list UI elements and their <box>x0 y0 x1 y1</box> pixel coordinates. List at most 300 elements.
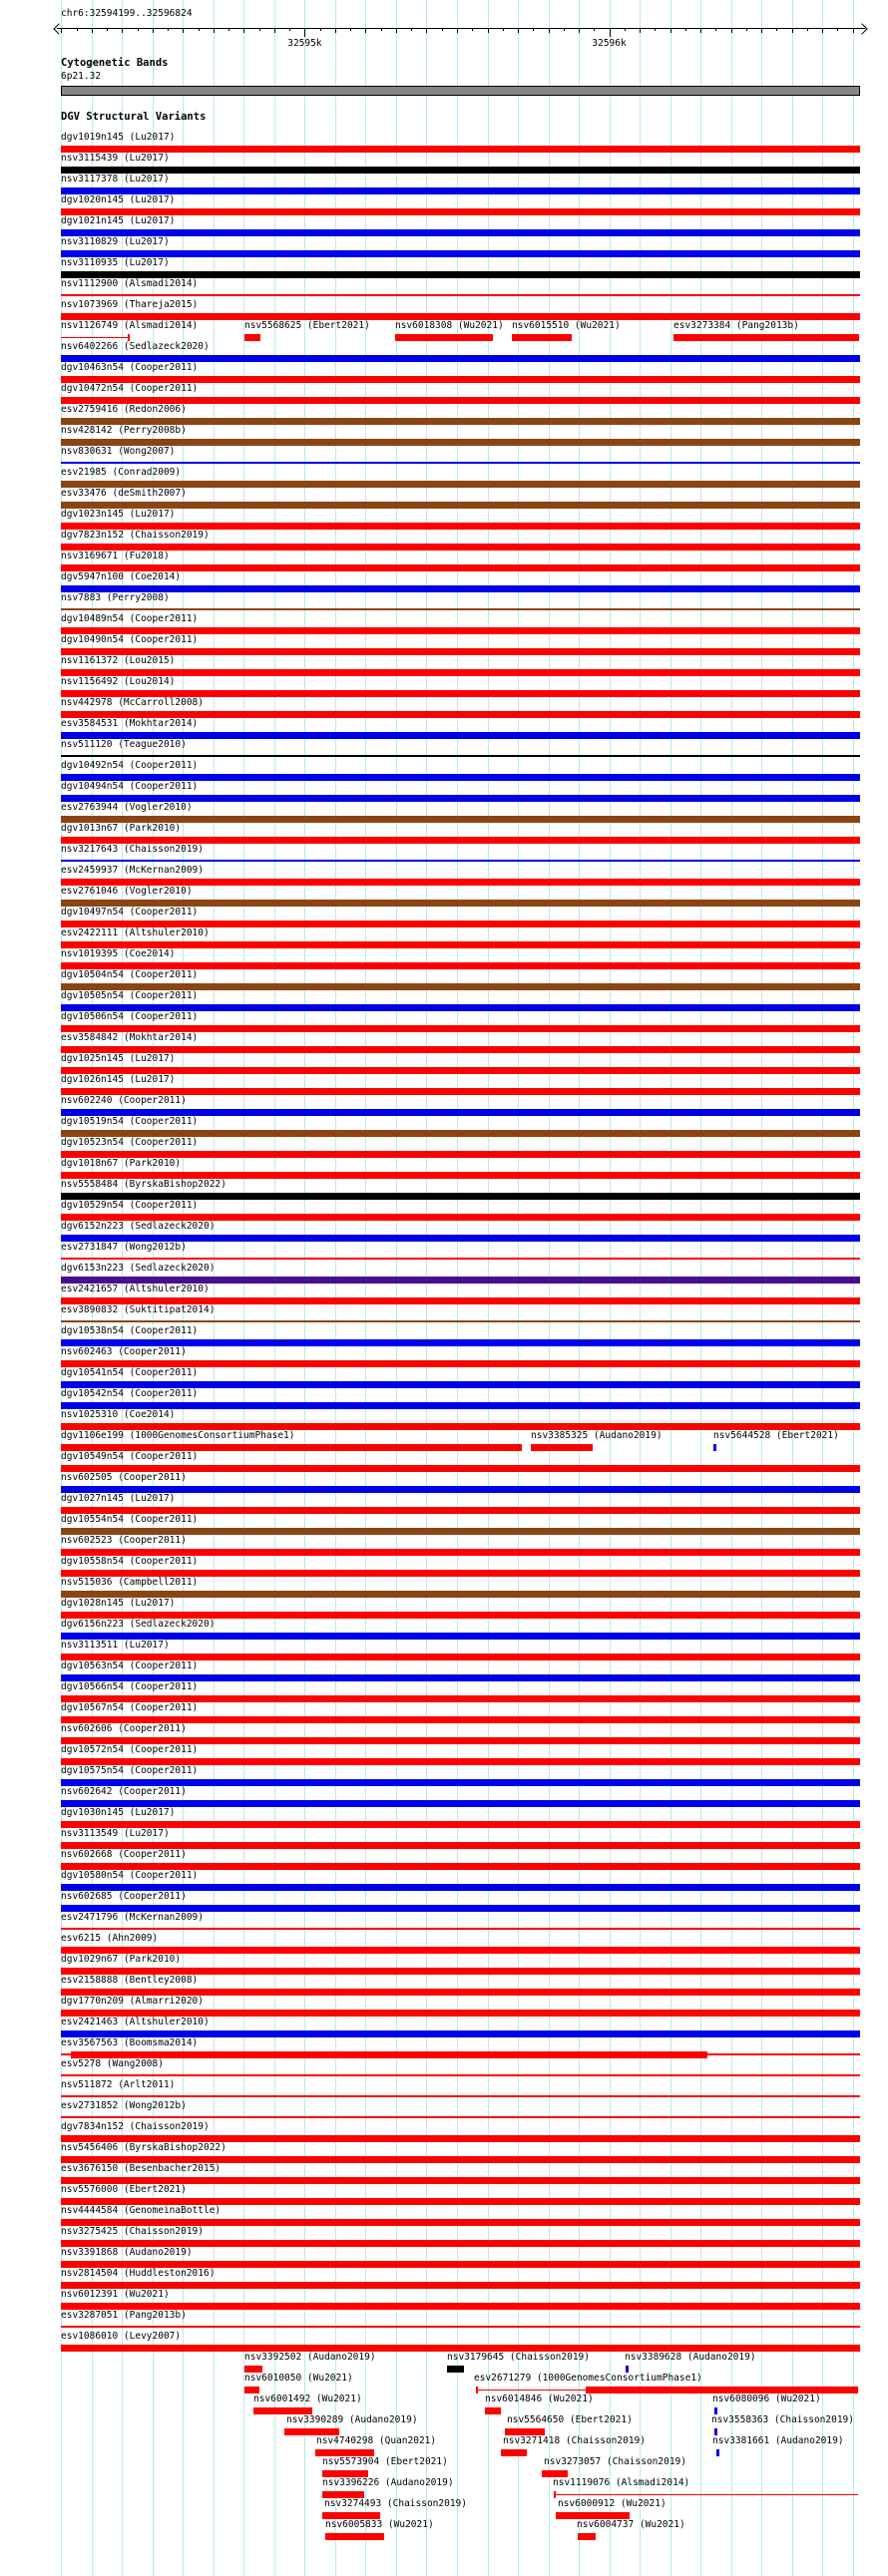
variant-bar[interactable] <box>61 1863 860 1870</box>
variant-label[interactable]: nsv4740298 (Quan2021) <box>316 2435 437 2446</box>
variant-thin-bar[interactable] <box>61 755 860 757</box>
variant-bar[interactable] <box>61 1046 860 1053</box>
variant-label[interactable]: dgv10463n54 (Cooper2011) <box>61 362 199 373</box>
variant-label[interactable]: nsv5576000 (Ebert2021) <box>61 2184 187 2195</box>
variant-label[interactable]: nsv6004737 (Wu2021) <box>577 2519 685 2530</box>
variant-label[interactable]: dgv10497n54 (Cooper2011) <box>61 907 199 918</box>
variant-label[interactable]: nsv3274493 (Chaisson2019) <box>324 2498 467 2509</box>
variant-bar[interactable] <box>61 1654 860 1660</box>
variant-label[interactable]: nsv515036 (Campbell2011) <box>61 1577 199 1588</box>
ruler-tick <box>472 28 473 31</box>
variant-bar[interactable] <box>61 1989 860 1996</box>
variant-label[interactable]: esv2761046 (Vogler2010) <box>61 886 193 897</box>
variant-bar[interactable] <box>61 795 860 802</box>
ruler-tick <box>853 28 854 33</box>
variant-label[interactable]: nsv602463 (Cooper2011) <box>61 1346 187 1357</box>
ruler-tick <box>107 28 108 31</box>
variant-label[interactable]: esv6215 (Ahn2009) <box>61 1933 159 1944</box>
variant-label[interactable]: dgv1026n145 (Lu2017) <box>61 1074 176 1085</box>
variant-bar[interactable] <box>61 585 860 592</box>
variant-bar[interactable] <box>61 313 860 320</box>
variant-bar[interactable] <box>61 1151 860 1158</box>
variant-bar[interactable] <box>556 2512 630 2519</box>
variant-bar[interactable] <box>61 648 860 655</box>
variant-bar[interactable] <box>315 2449 374 2456</box>
variant-bar[interactable] <box>542 2470 568 2477</box>
variant-bar[interactable] <box>61 187 860 194</box>
variant-bar[interactable] <box>61 564 860 571</box>
variant-label[interactable]: nsv5644528 (Ebert2021) <box>713 1430 839 1441</box>
variant-bar[interactable] <box>501 2449 527 2456</box>
variant-bar[interactable] <box>61 941 860 948</box>
variant-label[interactable]: esv2421463 (Altshuler2010) <box>61 2017 210 2027</box>
variant-label[interactable]: nsv1073969 (Thareja2015) <box>61 299 199 310</box>
variant-bar[interactable] <box>61 1612 860 1619</box>
variant-bar[interactable] <box>61 1381 860 1388</box>
variant-label[interactable]: nsv1161372 (Lou2015) <box>61 655 176 666</box>
variant-bar[interactable] <box>61 1130 860 1137</box>
variant-label[interactable]: nsv3217643 (Chaisson2019) <box>61 844 204 855</box>
variant-bar[interactable] <box>61 502 860 509</box>
variant-bar[interactable] <box>61 1088 860 1095</box>
variant-bar[interactable] <box>716 2449 719 2456</box>
variant-bar[interactable] <box>61 2303 860 2310</box>
variant-label[interactable]: dgv10472n54 (Cooper2011) <box>61 383 199 394</box>
variant-bar[interactable] <box>61 669 860 676</box>
ruler-tick <box>533 28 534 31</box>
variant-bar[interactable] <box>61 2261 860 2268</box>
variant-bar[interactable] <box>61 2240 860 2247</box>
variant-bar[interactable] <box>244 2366 262 2373</box>
variant-bar[interactable] <box>61 2282 860 2289</box>
variant-bar[interactable] <box>61 1947 860 1954</box>
variant-bar[interactable] <box>61 397 860 404</box>
variant-label[interactable]: nsv6018308 (Wu2021) <box>395 320 504 331</box>
variant-label[interactable]: nsv4444584 (GenomeinaBottle) <box>61 2205 222 2216</box>
variant-label[interactable]: dgv10542n54 (Cooper2011) <box>61 1388 199 1399</box>
variant-bar[interactable] <box>61 879 860 886</box>
variant-label[interactable]: nsv1019395 (Coe2014) <box>61 948 176 959</box>
variant-thin-bar[interactable] <box>61 1258 860 1260</box>
variant-label[interactable]: dgv10490n54 (Cooper2011) <box>61 634 199 645</box>
variant-bar[interactable] <box>244 334 260 341</box>
variant-bar[interactable] <box>61 1674 860 1681</box>
variant-line[interactable] <box>554 2494 858 2495</box>
variant-bar[interactable] <box>395 334 493 341</box>
variant-label[interactable]: nsv602685 (Cooper2011) <box>61 1891 187 1902</box>
variant-label[interactable]: dgv10572n54 (Cooper2011) <box>61 1744 199 1755</box>
variant-bar[interactable] <box>61 1549 860 1556</box>
variant-label[interactable]: esv3287051 (Pang2013b) <box>61 2310 187 2321</box>
variant-label[interactable]: nsv3113549 (Lu2017) <box>61 1828 170 1839</box>
variant-label[interactable]: esv3273384 (Pang2013b) <box>673 320 799 331</box>
variant-label[interactable]: nsv1156492 (Lou2014) <box>61 676 176 687</box>
variant-label[interactable]: nsv6000912 (Wu2021) <box>558 2498 666 2509</box>
variant-label[interactable]: dgv7823n152 (Chaisson2019) <box>61 530 210 541</box>
variant-label[interactable]: dgv10494n54 (Cooper2011) <box>61 781 199 792</box>
variant-label[interactable]: esv2471796 (McKernan2009) <box>61 1912 204 1923</box>
variant-bar[interactable] <box>61 711 860 718</box>
variant-bar[interactable] <box>61 271 860 278</box>
variant-bar[interactable] <box>61 481 860 488</box>
variant-bar[interactable] <box>61 1758 860 1765</box>
variant-bar[interactable] <box>61 1109 860 1116</box>
ruler-tick <box>426 28 427 33</box>
variant-thin-bar[interactable] <box>61 2116 860 2118</box>
variant-bar[interactable] <box>61 1800 860 1807</box>
variant-thin-bar[interactable] <box>61 1320 860 1322</box>
variant-label[interactable]: dgv6152n223 (Sedlazeck2020) <box>61 1221 216 1232</box>
variant-label[interactable]: nsv602505 (Cooper2011) <box>61 1472 187 1483</box>
variant-label[interactable]: dgv1019n145 (Lu2017) <box>61 132 176 143</box>
variant-label[interactable]: nsv3110935 (Lu2017) <box>61 257 170 268</box>
ruler-tick <box>761 28 762 33</box>
variant-bar[interactable] <box>61 1737 860 1744</box>
variant-thin-bar[interactable] <box>61 462 860 464</box>
variant-label[interactable]: esv3584531 (Mokhtar2014) <box>61 718 199 729</box>
variant-label[interactable]: nsv5568625 (Ebert2021) <box>244 320 370 331</box>
ruler-tick <box>700 28 701 33</box>
variant-bar[interactable] <box>61 1821 860 1828</box>
variant-label[interactable]: nsv3558363 (Chaisson2019) <box>711 2414 854 2425</box>
variant-bar[interactable] <box>61 2198 860 2205</box>
variant-bar[interactable] <box>61 229 860 236</box>
variant-label[interactable]: nsv602642 (Cooper2011) <box>61 1786 187 1797</box>
variant-bar[interactable] <box>61 900 860 907</box>
ruler-tick <box>304 28 305 37</box>
variant-bar[interactable] <box>61 1905 860 1912</box>
variant-label[interactable]: dgv10549n54 (Cooper2011) <box>61 1451 199 1462</box>
variant-bar[interactable] <box>61 774 860 781</box>
variant-bar[interactable] <box>61 1465 860 1472</box>
variant-label[interactable]: nsv5558484 (ByrskaBishop2022) <box>61 1179 226 1190</box>
variant-label[interactable]: nsv6005833 (Wu2021) <box>325 2519 434 2530</box>
variant-label[interactable]: nsv6001492 (Wu2021) <box>253 2393 362 2404</box>
variant-bar[interactable] <box>61 1507 860 1514</box>
variant-label[interactable]: nsv3389628 (Audano2019) <box>625 2352 756 2363</box>
variant-label[interactable]: dgv1770n209 (Almarri2020) <box>61 1996 204 2007</box>
variant-bar[interactable] <box>61 146 860 153</box>
variant-label[interactable]: dgv7834n152 (Chaisson2019) <box>61 2121 210 2132</box>
variant-bar[interactable] <box>61 355 860 362</box>
variant-bar[interactable] <box>61 1339 860 1346</box>
variant-bar[interactable] <box>714 2428 717 2435</box>
ruler-tick-label: 32596k <box>592 38 627 49</box>
variant-label[interactable]: esv2731852 (Wong2012b) <box>61 2100 187 2111</box>
ruler-tick <box>457 28 458 33</box>
variant-bar[interactable] <box>578 2533 596 2540</box>
ruler-tick <box>365 28 366 33</box>
variant-bar[interactable] <box>512 334 572 341</box>
variant-label[interactable]: dgv10541n54 (Cooper2011) <box>61 1367 199 1378</box>
variant-label[interactable]: dgv5947n100 (Coe2014) <box>61 571 182 582</box>
variant-label[interactable]: nsv3117378 (Lu2017) <box>61 174 170 184</box>
variant-label[interactable]: nsv830631 (Wong2007) <box>61 446 176 457</box>
variant-label[interactable]: nsv5456406 (ByrskaBishop2022) <box>61 2142 226 2153</box>
variant-bar[interactable] <box>61 1297 860 1304</box>
variant-label[interactable]: nsv1126749 (Alsmadi2014) <box>61 320 199 331</box>
variant-label[interactable]: esv2459937 (McKernan2009) <box>61 865 204 876</box>
variant-label[interactable]: nsv3115439 (Lu2017) <box>61 153 170 164</box>
variant-label[interactable]: dgv1013n67 (Park2010) <box>61 823 182 834</box>
variant-bar[interactable] <box>61 1444 522 1451</box>
ruler-tick <box>670 28 671 33</box>
variant-label[interactable]: nsv3113511 (Lu2017) <box>61 1640 170 1651</box>
variant-label[interactable]: dgv1021n145 (Lu2017) <box>61 215 176 226</box>
variant-label[interactable]: nsv428142 (Perry2008b) <box>61 425 187 436</box>
ruler-tick <box>503 28 504 31</box>
variant-label[interactable]: esv2422111 (Altshuler2010) <box>61 927 210 938</box>
variant-bar[interactable] <box>61 1277 860 1284</box>
variant-bar[interactable] <box>485 2407 501 2414</box>
variant-bar[interactable] <box>61 1193 860 1200</box>
gridline <box>243 0 244 2576</box>
variant-label[interactable]: esv3567563 (Boomsma2014) <box>61 2037 199 2048</box>
variant-bar[interactable] <box>61 1025 860 1032</box>
variant-label[interactable]: nsv602668 (Cooper2011) <box>61 1849 187 1860</box>
variant-label[interactable]: nsv602240 (Cooper2011) <box>61 1095 187 1106</box>
variant-label[interactable]: esv1086010 (Levy2007) <box>61 2331 182 2342</box>
variant-label[interactable]: dgv10529n54 (Cooper2011) <box>61 1200 199 1211</box>
variant-label[interactable]: nsv1025310 (Coe2014) <box>61 1409 176 1420</box>
variant-bar[interactable] <box>61 167 860 174</box>
variant-bar[interactable] <box>61 1884 860 1891</box>
variant-bar[interactable] <box>71 2051 707 2058</box>
variant-label[interactable]: esv3676150 (Besenbacher2015) <box>61 2163 222 2174</box>
variant-label[interactable]: nsv3273057 (Chaisson2019) <box>544 2456 686 2467</box>
variant-bar[interactable] <box>713 1444 716 1451</box>
variant-label[interactable]: dgv1030n145 (Lu2017) <box>61 1807 176 1818</box>
variant-label[interactable]: dgv1020n145 (Lu2017) <box>61 194 176 205</box>
variant-bar[interactable] <box>325 2533 384 2540</box>
variant-bar[interactable] <box>61 983 860 990</box>
variant-label[interactable]: nsv511872 (Arlt2011) <box>61 2079 176 2090</box>
variant-line[interactable] <box>476 2390 586 2391</box>
variant-label[interactable]: dgv10519n54 (Cooper2011) <box>61 1116 199 1127</box>
variant-label[interactable]: nsv6015510 (Wu2021) <box>512 320 621 331</box>
variant-bar[interactable] <box>61 627 860 634</box>
variant-label[interactable]: dgv1018n67 (Park2010) <box>61 1158 182 1169</box>
variant-label[interactable]: nsv3110829 (Lu2017) <box>61 236 170 247</box>
gridline <box>457 0 458 2576</box>
variant-label[interactable]: nsv3392502 (Audano2019) <box>244 2352 376 2363</box>
variant-label[interactable]: nsv6014846 (Wu2021) <box>485 2393 594 2404</box>
variant-bar[interactable] <box>447 2366 464 2373</box>
variant-label[interactable]: nsv3169671 (Fu2018) <box>61 551 170 561</box>
variant-bar[interactable] <box>61 690 860 697</box>
variant-label[interactable]: dgv10506n54 (Cooper2011) <box>61 1011 199 1022</box>
variant-label[interactable]: nsv6402266 (Sedlazeck2020) <box>61 341 210 352</box>
variant-thin-bar[interactable] <box>61 2095 860 2097</box>
variant-label[interactable]: dgv1029n67 (Park2010) <box>61 1954 182 1965</box>
variant-label[interactable]: dgv6156n223 (Sedlazeck2020) <box>61 1619 216 1630</box>
variant-bar[interactable] <box>61 962 860 969</box>
variant-bar[interactable] <box>673 334 859 341</box>
variant-bar[interactable] <box>61 2135 860 2142</box>
variant-label[interactable]: dgv1023n145 (Lu2017) <box>61 509 176 520</box>
variant-bar[interactable] <box>61 1235 860 1242</box>
variant-bar[interactable] <box>61 544 860 551</box>
variant-label[interactable]: dgv10505n54 (Cooper2011) <box>61 990 199 1001</box>
variant-label[interactable]: esv33476 (deSmith2007) <box>61 488 187 499</box>
variant-label[interactable]: esv5278 (Wang2008) <box>61 2058 164 2069</box>
variant-bar[interactable] <box>61 1486 860 1493</box>
variant-label[interactable]: nsv3271418 (Chaisson2019) <box>503 2435 646 2446</box>
variant-label[interactable]: esv2763944 (Vogler2010) <box>61 802 193 813</box>
variant-label[interactable]: esv2421657 (Altshuler2010) <box>61 1284 210 1294</box>
variant-label[interactable]: dgv10563n54 (Cooper2011) <box>61 1660 199 1671</box>
variant-label[interactable]: nsv3275425 (Chaisson2019) <box>61 2226 204 2237</box>
variant-label[interactable]: dgv6153n223 (Sedlazeck2020) <box>61 1263 216 1274</box>
variant-bar[interactable] <box>61 2345 860 2352</box>
variant-bar[interactable] <box>61 1633 860 1640</box>
variant-label[interactable]: dgv10489n54 (Cooper2011) <box>61 613 199 624</box>
variant-label[interactable]: dgv10538n54 (Cooper2011) <box>61 1325 199 1336</box>
dgv-track-title: DGV Structural Variants <box>61 111 207 123</box>
variant-bar[interactable] <box>61 376 860 383</box>
variant-bar[interactable] <box>61 732 860 739</box>
variant-bar[interactable] <box>61 1779 860 1786</box>
ruler-tick <box>243 28 244 33</box>
variant-bar[interactable] <box>61 250 860 257</box>
variant-thin-bar[interactable] <box>61 2326 860 2328</box>
variant-label[interactable]: nsv5573904 (Ebert2021) <box>322 2456 448 2467</box>
variant-bar[interactable] <box>284 2428 339 2435</box>
variant-label[interactable]: nsv6080096 (Wu2021) <box>712 2393 821 2404</box>
variant-bar[interactable] <box>61 2010 860 2017</box>
variant-bar[interactable] <box>61 2219 860 2226</box>
variant-bar[interactable] <box>586 2387 858 2393</box>
variant-label[interactable]: dgv10523n54 (Cooper2011) <box>61 1137 199 1148</box>
variant-label[interactable]: nsv3390289 (Audano2019) <box>286 2414 418 2425</box>
variant-thin-bar[interactable] <box>61 860 860 862</box>
variant-label[interactable]: dgv10566n54 (Cooper2011) <box>61 1681 199 1692</box>
variant-label[interactable]: nsv6010050 (Wu2021) <box>244 2373 353 2384</box>
variant-bar[interactable] <box>61 208 860 215</box>
variant-bar[interactable] <box>322 2470 368 2477</box>
variant-label[interactable]: nsv5564650 (Ebert2021) <box>507 2414 633 2425</box>
variant-bar[interactable] <box>61 2156 860 2163</box>
variant-bar[interactable] <box>322 2491 364 2498</box>
variant-label[interactable]: esv3584842 (Mokhtar2014) <box>61 1032 199 1043</box>
ruler-tick <box>138 28 139 31</box>
variant-bar[interactable] <box>253 2407 312 2414</box>
variant-bar[interactable] <box>61 837 860 844</box>
variant-label[interactable]: dgv1027n145 (Lu2017) <box>61 1493 176 1504</box>
variant-bar[interactable] <box>61 523 860 530</box>
variant-bar[interactable] <box>61 1423 860 1430</box>
variant-bar[interactable] <box>61 439 860 446</box>
ruler-tick <box>274 28 275 33</box>
variant-end-tick[interactable] <box>128 334 130 341</box>
variant-label[interactable]: nsv2814504 (Huddleston2016) <box>61 2268 216 2279</box>
variant-label[interactable]: nsv3385325 (Audano2019) <box>531 1430 663 1441</box>
variant-label[interactable]: nsv3396226 (Audano2019) <box>322 2477 454 2488</box>
variant-label[interactable]: dgv10492n54 (Cooper2011) <box>61 760 199 771</box>
variant-bar[interactable] <box>61 920 860 927</box>
variant-label[interactable]: esv2759416 (Redon2006) <box>61 404 187 415</box>
ruler-tick <box>549 28 550 33</box>
variant-thin-bar[interactable] <box>61 294 860 296</box>
variant-bar[interactable] <box>244 2387 259 2393</box>
variant-bar[interactable] <box>61 1695 860 1702</box>
ruler-tick <box>92 28 93 33</box>
variant-label[interactable]: dgv1028n145 (Lu2017) <box>61 1598 176 1609</box>
variant-bar[interactable] <box>61 1172 860 1179</box>
variant-label[interactable]: dgv10504n54 (Cooper2011) <box>61 969 199 980</box>
cytogenetic-band-label[interactable]: 6p21.32 <box>61 71 102 82</box>
variant-bar[interactable] <box>531 1444 593 1451</box>
ruler-tick <box>228 28 229 31</box>
variant-label[interactable]: nsv3391868 (Audano2019) <box>61 2247 193 2258</box>
variant-label[interactable]: dgv10558n54 (Cooper2011) <box>61 1556 199 1567</box>
variant-bar[interactable] <box>61 2177 860 2184</box>
variant-bar[interactable] <box>61 1570 860 1577</box>
ruler-tick-label: 32595k <box>287 38 322 49</box>
variant-bar[interactable] <box>714 2407 717 2414</box>
variant-thin-bar[interactable] <box>61 1928 860 1930</box>
variant-label[interactable]: nsv3381661 (Audano2019) <box>712 2435 844 2446</box>
variant-label[interactable]: esv2731847 (Wong2012b) <box>61 1242 187 1253</box>
variant-bar[interactable] <box>61 2030 860 2037</box>
variant-bar[interactable] <box>61 1360 860 1367</box>
variant-thin-bar[interactable] <box>61 608 860 610</box>
variant-bar[interactable] <box>61 1402 860 1409</box>
variant-label[interactable]: esv2671279 (1000GenomesConsortiumPhase1) <box>474 2373 702 2384</box>
variant-label[interactable]: esv21985 (Conrad2009) <box>61 467 182 478</box>
variant-label[interactable]: nsv7883 (Perry2008) <box>61 592 170 603</box>
variant-label[interactable]: esv3890832 (Suktitipat2014) <box>61 1304 216 1315</box>
gridline <box>610 0 611 2576</box>
variant-label[interactable]: nsv602606 (Cooper2011) <box>61 1723 187 1734</box>
variant-label[interactable]: nsv3179645 (Chaisson2019) <box>447 2352 590 2363</box>
variant-bar[interactable] <box>61 1591 860 1598</box>
variant-bar[interactable] <box>61 418 860 425</box>
variant-bar[interactable] <box>61 1004 860 1011</box>
variant-label[interactable]: nsv511120 (Teague2010) <box>61 739 187 750</box>
variant-label[interactable]: dgv10554n54 (Cooper2011) <box>61 1514 199 1525</box>
variant-bar[interactable] <box>61 1842 860 1849</box>
variant-label[interactable]: dgv10575n54 (Cooper2011) <box>61 1765 199 1776</box>
variant-bar[interactable] <box>505 2428 545 2435</box>
variant-label[interactable]: dgv1106e199 (1000GenomesConsortiumPhase1) <box>61 1430 295 1441</box>
variant-bar[interactable] <box>61 1528 860 1535</box>
variant-bar[interactable] <box>322 2512 380 2519</box>
variant-bar[interactable] <box>61 1968 860 1975</box>
variant-bar[interactable] <box>61 1067 860 1074</box>
cytogenetic-band-bar[interactable] <box>61 86 860 96</box>
variant-label[interactable]: nsv602523 (Cooper2011) <box>61 1535 187 1546</box>
variant-line[interactable] <box>61 337 129 338</box>
variant-label[interactable]: esv2158888 (Bentley2008) <box>61 1975 199 1986</box>
ruler-tick <box>350 28 351 31</box>
variant-label[interactable]: nsv6012391 (Wu2021) <box>61 2289 170 2300</box>
variant-label[interactable]: dgv1025n145 (Lu2017) <box>61 1053 176 1064</box>
gridline <box>304 0 305 2576</box>
variant-bar[interactable] <box>61 816 860 823</box>
variant-label[interactable]: nsv1119076 (Alsmadi2014) <box>553 2477 690 2488</box>
variant-bar[interactable] <box>626 2366 629 2373</box>
variant-label[interactable]: dgv10580n54 (Cooper2011) <box>61 1870 199 1881</box>
variant-label[interactable]: dgv10567n54 (Cooper2011) <box>61 1702 199 1713</box>
variant-bar[interactable] <box>61 1214 860 1221</box>
gridline <box>579 0 580 2576</box>
variant-thin-bar[interactable] <box>61 2074 860 2076</box>
gridline <box>488 0 489 2576</box>
variant-bar[interactable] <box>61 1716 860 1723</box>
variant-label[interactable]: nsv1112900 (Alsmadi2014) <box>61 278 199 289</box>
variant-label[interactable]: nsv442978 (McCarroll2008) <box>61 697 204 708</box>
